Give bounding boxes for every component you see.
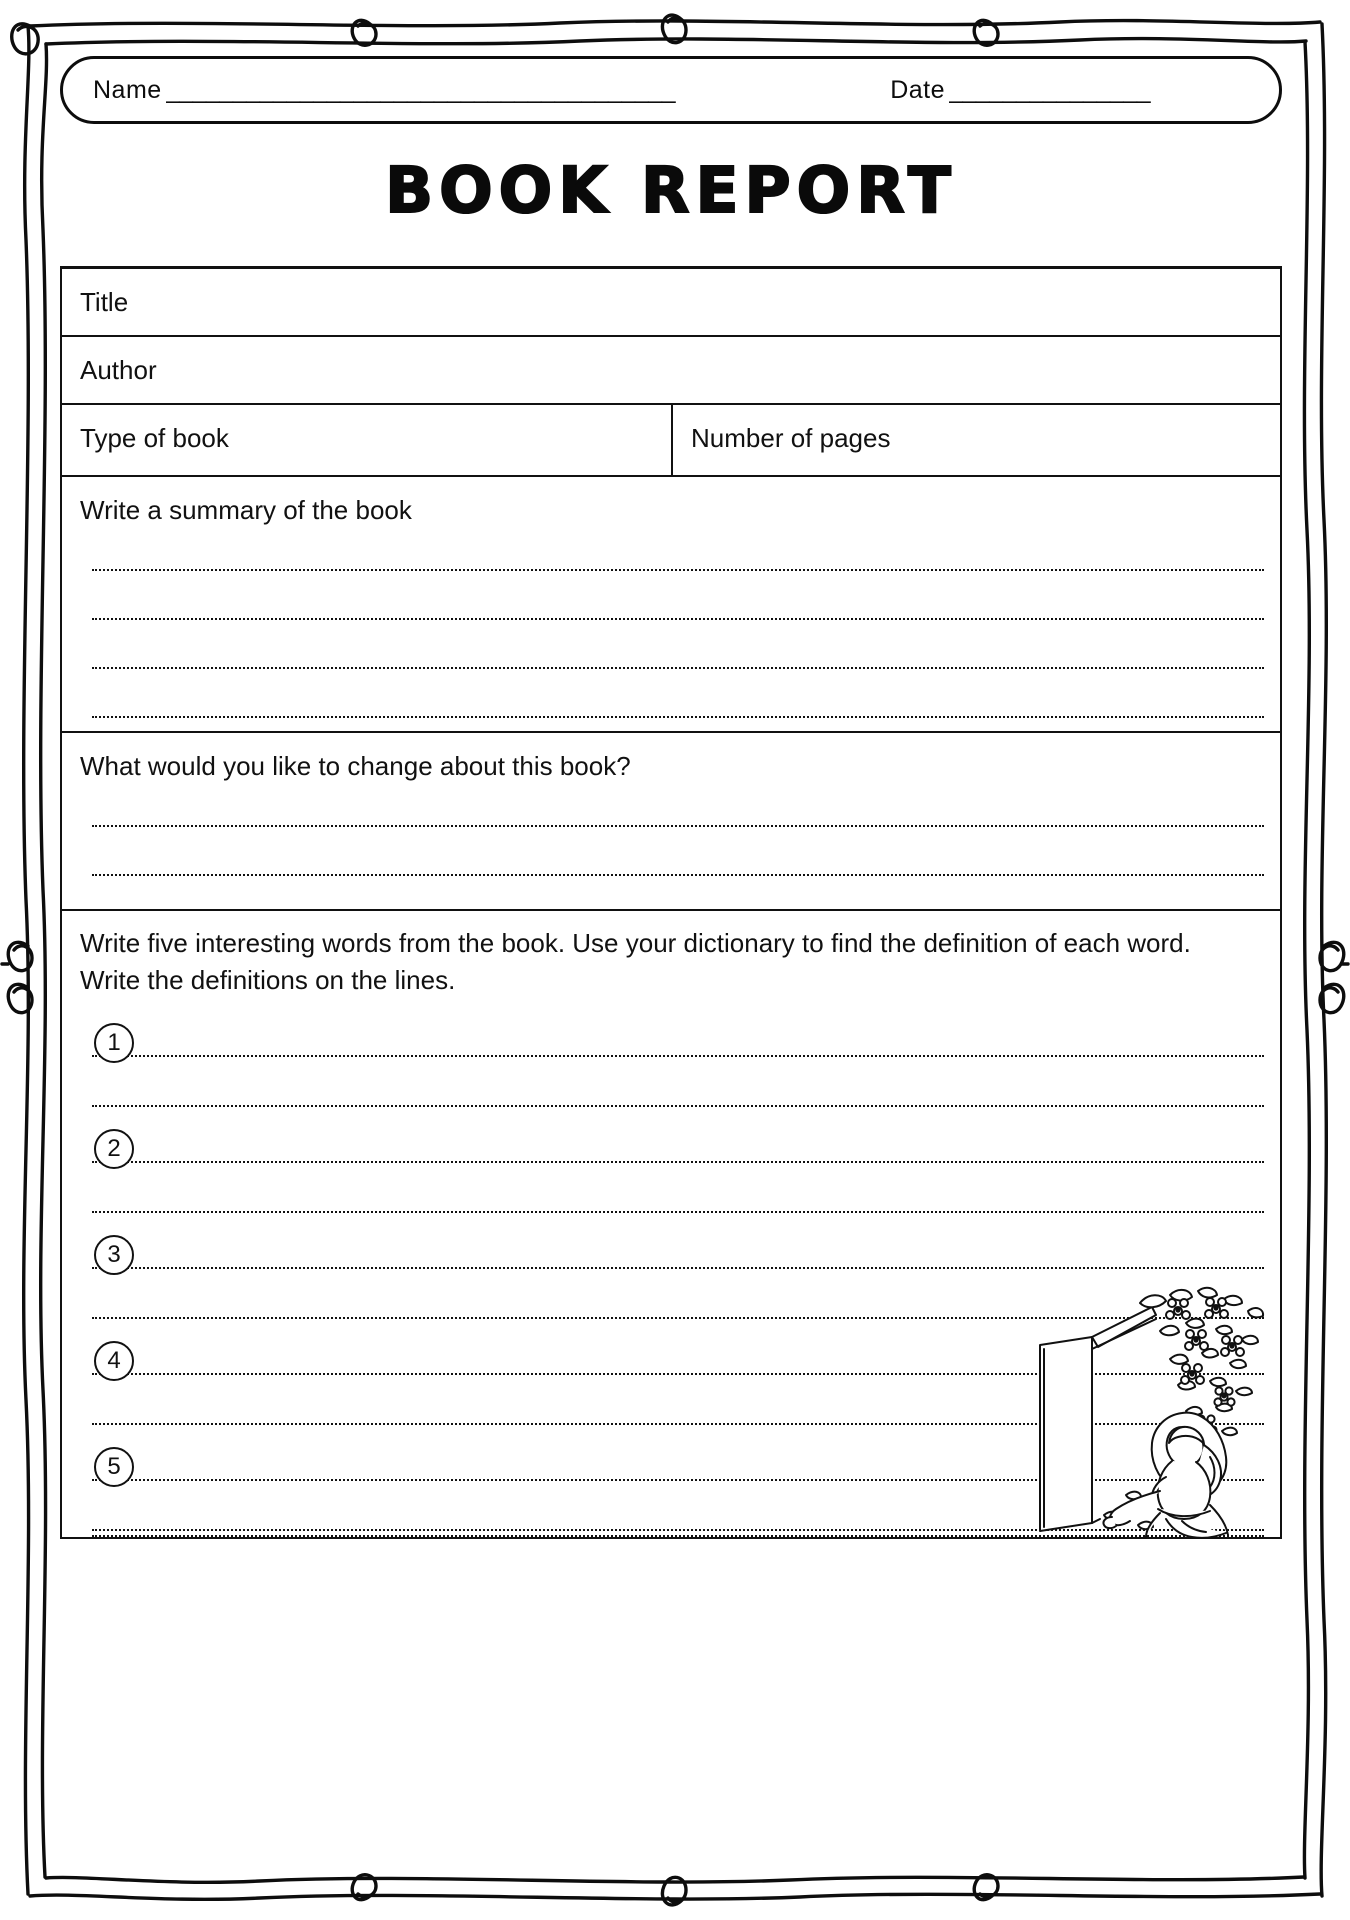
five-words-instructions (62, 911, 1280, 1005)
name-label: Name (93, 75, 162, 104)
five-words-instructions-line-1: Write five interesting words from the book. Use your dictionary to find the definition of each word. (80, 928, 1191, 959)
name-input-blank[interactable]: ______________________________________ (165, 75, 676, 104)
item-number-bubble: 1 (94, 1023, 134, 1063)
date-input-blank[interactable]: _______________ (949, 75, 1151, 104)
five-words-instructions-line-2: Write the definitions on the lines. (80, 965, 456, 996)
summary-prompt: Write a summary of the book (80, 495, 412, 526)
table-row-title[interactable] (62, 269, 1280, 337)
name-date-bar (60, 56, 1282, 124)
change-prompt: What would you like to change about this book? (80, 751, 631, 782)
writing-line[interactable] (92, 1267, 1264, 1269)
writing-line[interactable] (92, 1055, 1264, 1057)
change-writing-lines[interactable] (62, 825, 1280, 892)
writing-line[interactable] (92, 667, 1264, 669)
numbered-word-list (62, 1005, 1280, 1537)
item-number-bubble: 2 (94, 1129, 134, 1169)
page-title: BOOK REPORT (385, 154, 957, 227)
list-item[interactable] (92, 1005, 1264, 1111)
field-label-title: Title (80, 287, 129, 318)
writing-line[interactable] (92, 1161, 1264, 1163)
field-label-type-of-book: Type of book (80, 423, 229, 454)
girl-reading-book-illustration (1020, 1285, 1272, 1543)
report-table (60, 266, 1282, 1539)
writing-line[interactable] (92, 569, 1264, 571)
list-item[interactable] (92, 1111, 1264, 1217)
date-label: Date (890, 75, 945, 104)
table-row-summary (62, 477, 1280, 733)
writing-line[interactable] (92, 874, 1264, 876)
item-number-bubble: 5 (94, 1447, 134, 1487)
writing-line[interactable] (92, 716, 1264, 718)
table-cell-number-of-pages[interactable] (671, 405, 1280, 475)
summary-writing-lines[interactable] (62, 569, 1280, 734)
table-row-type-and-pages (62, 405, 1280, 477)
field-label-number-of-pages: Number of pages (691, 423, 891, 454)
item-number-bubble: 3 (94, 1235, 134, 1275)
table-row-author[interactable] (62, 337, 1280, 405)
item-number-bubble: 4 (94, 1341, 134, 1381)
writing-line[interactable] (92, 1105, 1264, 1107)
table-row-five-words (62, 911, 1280, 1537)
table-row-change (62, 733, 1280, 911)
writing-line[interactable] (92, 1211, 1264, 1213)
worksheet-content (60, 56, 1282, 1539)
writing-line[interactable] (92, 618, 1264, 620)
table-cell-type-of-book[interactable] (62, 405, 671, 475)
field-label-author: Author (80, 355, 157, 386)
writing-line[interactable] (92, 825, 1264, 827)
